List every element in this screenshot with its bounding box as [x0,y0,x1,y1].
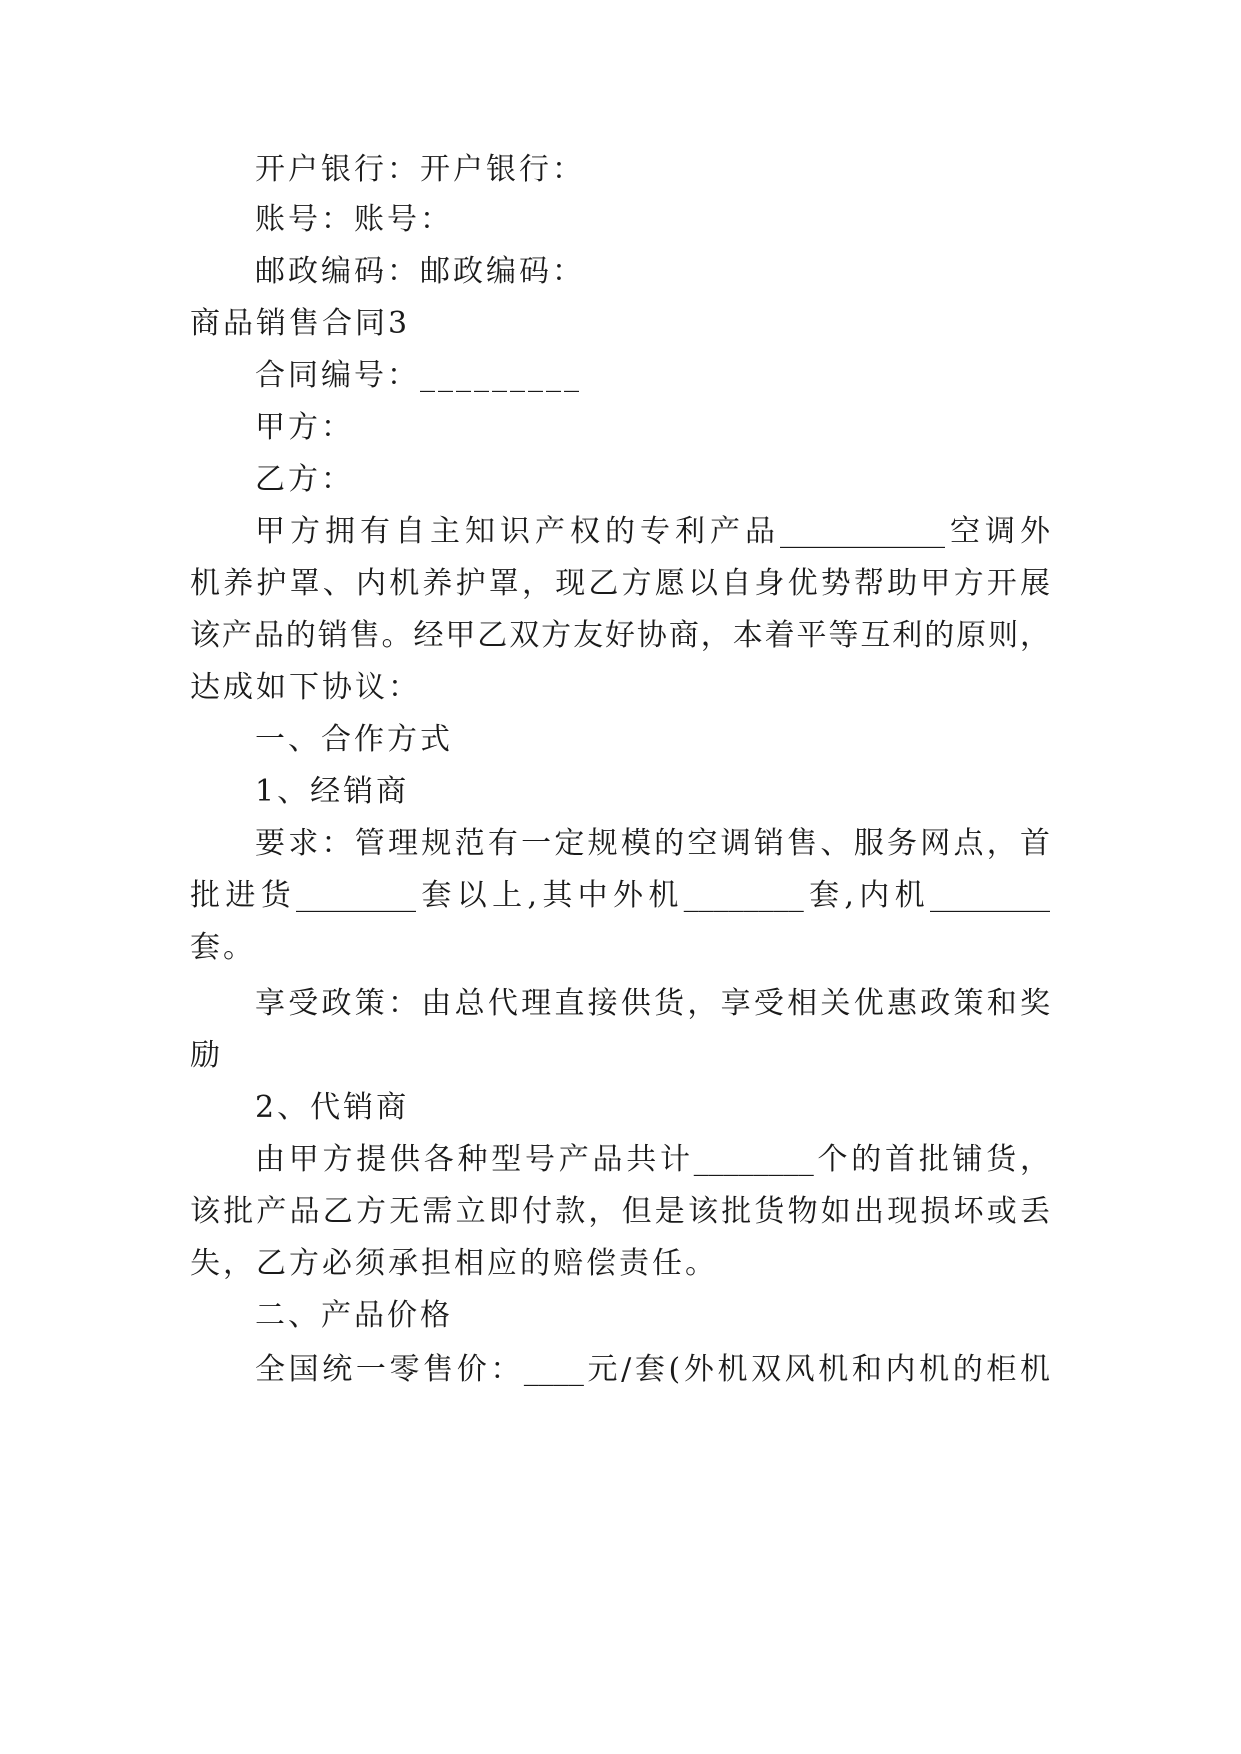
section-heading: 一、合作方式 [255,722,453,757]
paragraph-line: 励 [190,1038,223,1073]
contract-title: 商品销售合同3 [190,306,411,341]
contract-number-line: 合同编号：_________ [255,358,582,393]
paragraph-line: 机养护罩、内机养护罩，现乙方愿以自身优势帮助甲方开展 [190,566,1050,601]
paragraph-line: 甲方拥有自主知识产权的专利产品___________空调外 [255,514,1050,549]
paragraph-line: 批进货________套以上,其中外机________套,内机________ [190,878,1050,913]
paragraph-line: 要求：管理规范有一定规模的空调销售、服务网点，首 [255,826,1050,861]
bank-line: 开户银行：开户银行： [255,152,585,187]
paragraph-line: 该产品的销售。经甲乙双方友好协商，本着平等互利的原则， [190,618,1050,653]
paragraph-line: 失，乙方必须承担相应的赔偿责任。 [190,1246,718,1281]
paragraph-line: 该批产品乙方无需立即付款，但是该批货物如出现损坏或丢 [190,1194,1050,1229]
paragraph-line: 全国统一零售价：____元/套(外机双风机和内机的柜机 [255,1352,1050,1387]
paragraph-line: 享受政策：由总代理直接供货，享受相关优惠政策和奖 [255,986,1050,1021]
paragraph-line: 达成如下协议： [190,670,421,705]
paragraph-line: 套。 [190,930,256,965]
party-a-line: 甲方： [255,410,354,445]
postal-code-line: 邮政编码：邮政编码： [255,254,585,289]
paragraph-line: 由甲方提供各种型号产品共计________个的首批铺货， [255,1142,1050,1177]
subsection-heading: 2、代销商 [255,1090,410,1125]
section-heading: 二、产品价格 [255,1298,453,1333]
subsection-heading: 1、经销商 [255,774,410,809]
party-b-line: 乙方： [255,462,354,497]
account-line: 账号：账号： [255,202,453,237]
